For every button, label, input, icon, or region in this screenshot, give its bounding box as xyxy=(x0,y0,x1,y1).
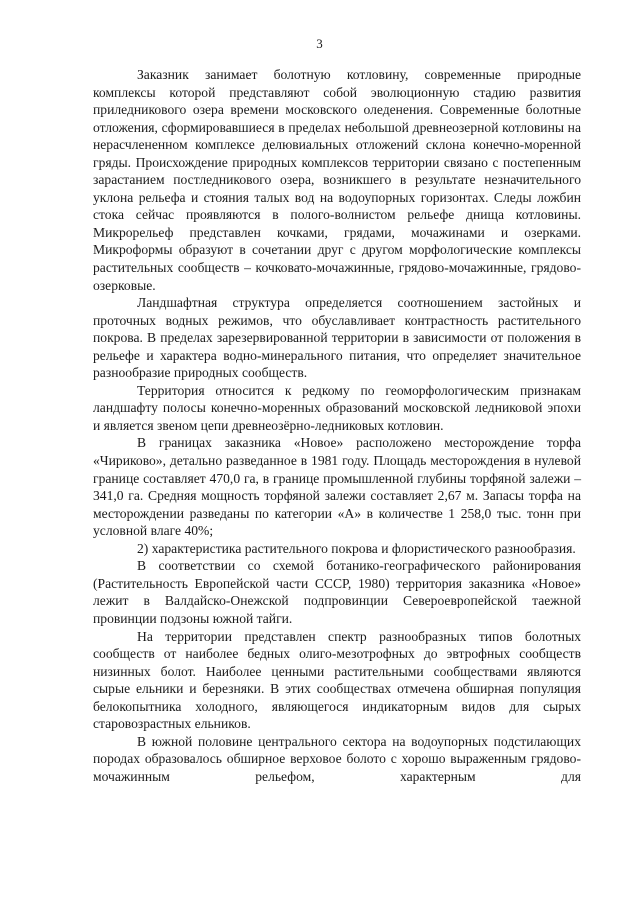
paragraph-section-heading-vegetation: 2) характеристика растительного покрова и флористического разнообразия. xyxy=(137,540,576,556)
paragraph-southern-bog: В южной половине центрального сектора на водоупорных подстилающих породах образовалось обширное верховое болото с хорошо выраженным грядово-мочажинным рельефом, характерным для xyxy=(93,733,581,784)
document-body xyxy=(93,66,581,785)
paragraph-territory-rarity: Территория относится к редкому по геоморфологическим признакам ландшафту полосы конечно-моренных образований московской ледниковой эпохи и является звеном цепи древнеозёрно-ледниковых котловин. xyxy=(93,382,581,433)
paragraph-landscape-structure: Ландшафтная структура определяется соотношением застойных и проточных водных режимов, что обуславливает контрастность растительного покрова. В пределах зарезервированной территории в зависимости от положения в рельефе и характера водно-минерального питания, что определяет значительное разнообразие природных сообществ. xyxy=(93,295,581,381)
paragraph-plant-communities: На территории представлен спектр разнообразных типов болотных сообществ от наиболее бедных олиго-мезотрофных до эвтрофных сообществ низинных болот. Наиболее ценными растительными сообществами являются сырые ельники и березняки. В этих сообществах отмечена обширная популяция белокопытника холодного, являющегося индикаторным видов для сырых старовозрастных ельников. xyxy=(93,628,581,732)
paragraph-peat-deposit: В границах заказника «Новое» расположено месторождение торфа «Чириково», детально разведанное в 1981 году. Площадь месторождения в нулевой границе составляет 470,0 га, в границе промышленной глубины торфяной залежи – 341,0 га. Средняя мощность торфяной залежи составляет 2,67 м. Запасы торфа на месторождении разведаны по категории «А» в количестве 1 258,0 тыс. тонн при условной влаге 40%; xyxy=(93,435,581,539)
paragraph-botanical-zoning: В соответствии со схемой ботанико-географического районирования (Растительность Европейской части СССР, 1980) территория заказника «Новое» лежит в Валдайско-Онежской подпровинции Североевропейской таежной провинции подзоны южной тайги. xyxy=(93,558,581,626)
page-number: 3 xyxy=(316,36,323,51)
paragraph-geomorphology-origin: Заказник занимает болотную котловину, современные природные комплексы которой представляют собой эволюционную стадию развития приледникового озера времени московского оледенения. Современные болотные отложения, сформировавшиеся в пределах небольшой древнеозерной котловины на нерасчлененном комплексе делювиальных отложений склона конечно-моренной гряды. Происхождение природных комплексов территории связано с постепенным зарастанием постледникового озера, возникшего в результате незначительного уклона рельефа и стояния талых вод на водоупорных горизонтах. Следы ложбин стока сейчас проявляются в полого-волнистом рельефе днища котловины. Микрорельеф представлен кочками, грядами, мочажинами и озерками. Микроформы образуют в сочетании друг с другом морфологические комплексы растительных сообществ – кочковато-мочажинные, грядово-мочажинные, грядово-озерковые. xyxy=(93,67,581,293)
